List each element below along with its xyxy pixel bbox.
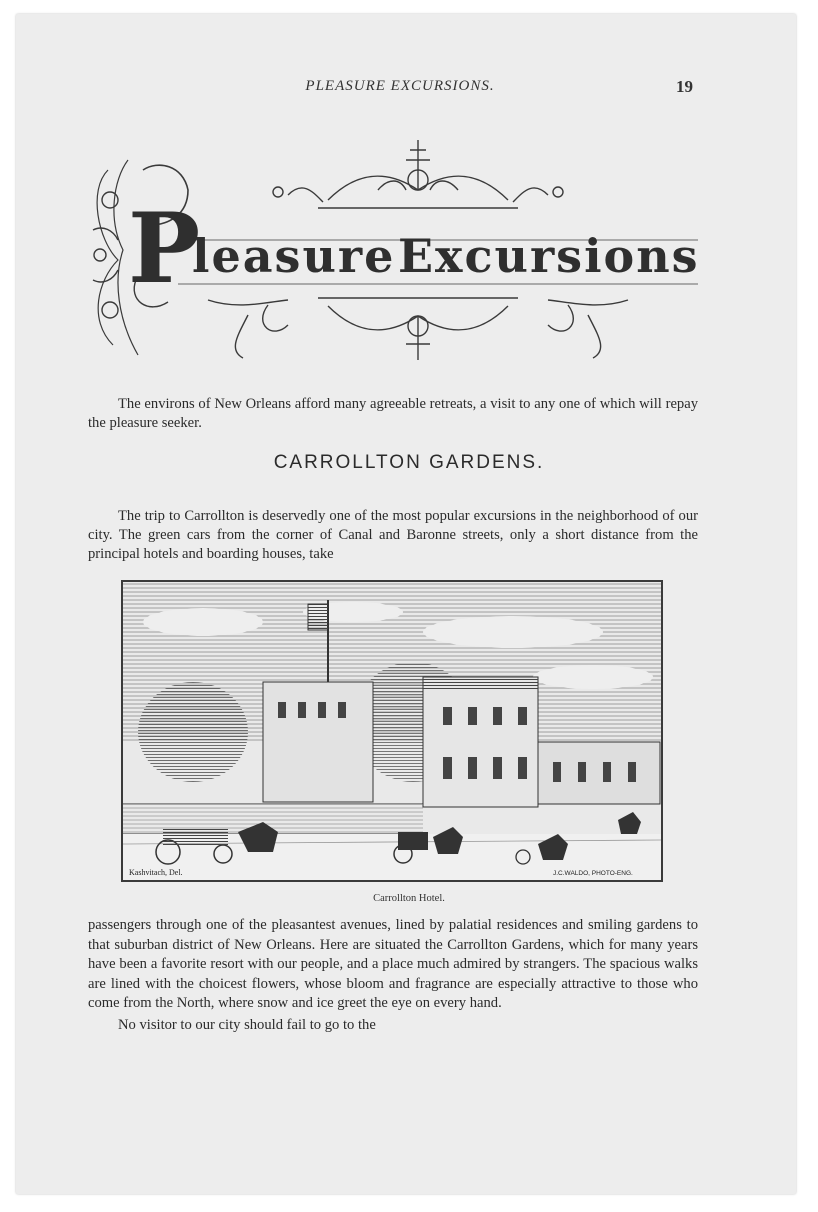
page-number: 19: [676, 77, 693, 96]
intro-text: The environs of New Orleans afford many agreeable retreats, a visit to any one of which will repay the pleasure seeker.: [88, 396, 698, 431]
intro-paragraph: [88, 395, 698, 433]
paragraph-bottom-text: passengers through one of the pleasantest avenues, lined by palatial residences and smiling gardens to that suburban district of New Orleans. Here are situated the Carrollton Gardens, which for many years have been a favorite resort with our people, and a place much admired by strangers. The spacious walks are lined with the choicest flowers, whose bloom and fragrance are especially attractive to those who come from the North, where snow and ice greet the eye on every hand.: [88, 917, 698, 1011]
svg-text:leasure: leasure: [192, 229, 396, 283]
running-head: [0, 78, 818, 100]
engraving-signature-right: J.C.WALDO, PHOTO-ENG.: [553, 870, 633, 877]
engraving-signature-left: Kashvitach, Del.: [129, 868, 183, 877]
running-title: PLEASURE EXCURSIONS.: [305, 78, 495, 94]
hotel-illustration-icon: [123, 582, 661, 880]
carrollton-hotel-engraving: [121, 580, 663, 882]
svg-text:P: P: [128, 192, 201, 305]
paragraph-last-text: No visitor to our city should fail to go to the: [118, 1016, 376, 1033]
illustration-caption: Carrollton Hotel.: [373, 893, 445, 904]
paragraph-bottom: [88, 916, 698, 1035]
flourish-ornament-icon: [88, 130, 708, 370]
section-heading: CARROLLTON GARDENS.: [273, 452, 545, 473]
paragraph-top-text: The trip to Carrollton is deservedly one of the most popular excursions in the neighborhood of our city. The green cars from the corner of Canal and Baronne streets, only a short distance from the principal hotels and boarding houses, take: [88, 508, 698, 562]
svg-text:Excursions: Excursions: [398, 229, 700, 283]
paragraph-top: [88, 507, 698, 564]
ornamental-title-banner: [88, 130, 708, 370]
